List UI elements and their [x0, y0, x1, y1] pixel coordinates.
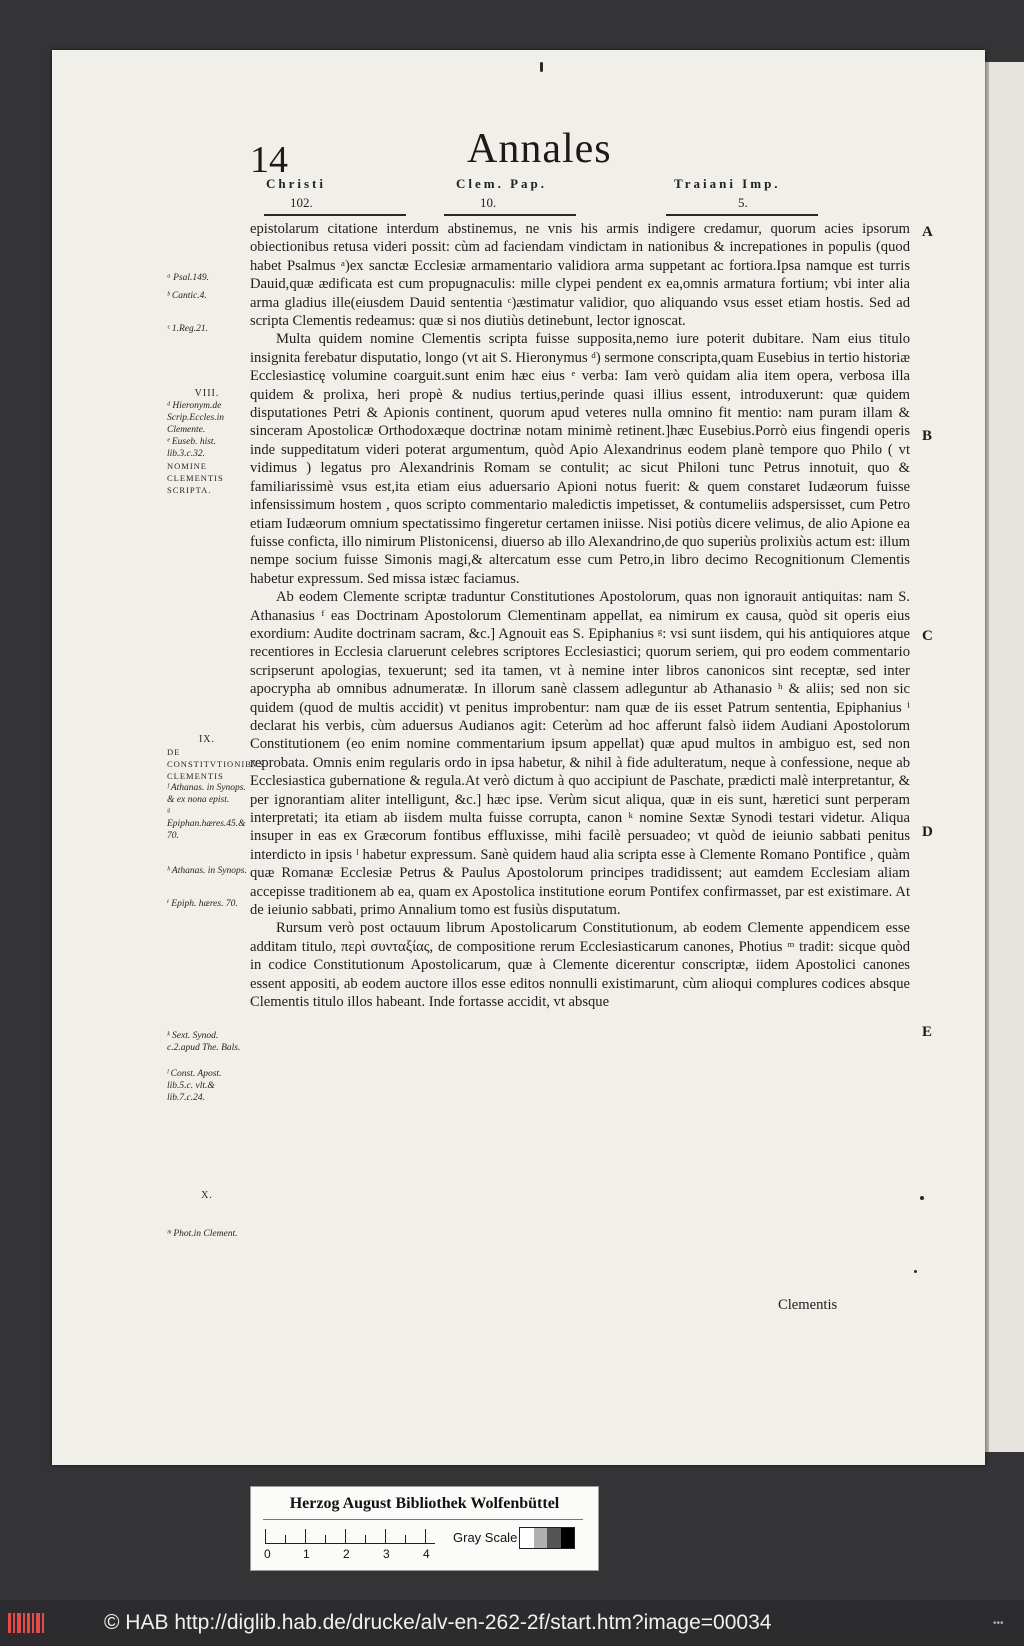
- margin-note: ᵍ Epiphan.hæres.45.& 70.: [167, 807, 246, 841]
- gray-patch: [520, 1528, 534, 1548]
- column-head-traiani: Traiani Imp.: [674, 176, 781, 191]
- status-bar: [0, 1600, 1024, 1646]
- margin-section-x: [167, 1190, 247, 1202]
- ruler-label: 4: [423, 1547, 430, 1561]
- ink-mark: [914, 1270, 917, 1273]
- paragraph: Ab eodem Clemente scriptæ traduntur Constitutiones Apostolorum, quas non ignorauit antiquitas: nam S. Athanasius ᶠ eas Doctrinam Apostolorum Clementinam appellat, ea nimirum ex causa, quòd sit operis eius exordium: Audite doctrinam sacram, &c.] Agnouit eas S. Epiphanius ᵍ: vsi sunt iisdem, qui his antiquiores atque recentiores in Ecclesia claruerunt celebres scriptores Ecclesiastici; quorum seriem, qui pro eodem commentario scripserunt apologias, texuerunt; sed ita tamen, vt à nemine inter libros canonicos sint receptæ, sed inter apocrypha ab omnibus adnumeratæ. In illorum sanè classem adleguntur ab Athanasio ʰ & aliis; sed non sic quidem (quod de multis accidit) vt penitus improbentur: nam quæ de iis esset Patrum sententia, Epiphanius ⁱ declarat his verbis, cùm aduersus Audianos agit: Ceterùm ad hoc afferunt falsò iidem Audiani Apostolorum Constitutionem (eo enim nomine commentarium ipsum appellat) quæ apud multos in ambiguo est, sed non reprobata. Omnis enim regularis ordo in ipsa habetur, & nihil à fide adulteratum, neque à confessione, neque ab Ecclesiastica gubernatione & regula.At verò dictum à quo accipiunt de Paschate, prædicti malè interpretantur, & per ignorantiam aliter intelligunt, &c.] hæc ipse. Verùm sicut aliqua, quæ in eis sunt, hæretici sunt perperam interpretati; ita etiam ab iisdem multa fuisse corrupta, canon ᵏ nomine Sextæ Synodi testari videtur. Aliqua insuper in eas ex Græcorum fontibus effluxisse, mihi facilè persuadeo; vt quòd de ieiunio sabbati penitus interdicto in ipsis ˡ habetur expressum. Sanè quidem haud alia scripta esse à Clemente Romano Pontifice , quàm quæ Romanæ Ecclesiæ Petrus & Paulus Apostolorum principes tradidissent; aut eamdem Ecclesiam aliam accepisse traditionem ab ea, quam ex Apostolica institutione eorum Pontifex confirmasset, par est existimare. At de ieiunio sabbati, primo Annalium tomo est fusiùs disputatum.: [250, 589, 910, 919]
- margin-section-viii: [167, 388, 247, 496]
- margin-note: ᵏ Sext. Synod. c.2.apud The. Bals.: [167, 1031, 241, 1053]
- ruler-label: 1: [303, 1547, 310, 1561]
- header-rule: [444, 214, 576, 216]
- card-divider: [263, 1519, 583, 1520]
- section-number: IX.: [198, 734, 216, 745]
- column-number-clem: 10.: [480, 195, 497, 210]
- section-letter-c: C: [922, 628, 933, 644]
- margin-section-ix: [167, 734, 265, 842]
- ink-mark: [920, 1196, 924, 1200]
- gray-scale-label: Gray Scale: [453, 1530, 518, 1545]
- ruler-label: 3: [383, 1547, 390, 1561]
- library-name: Herzog August Bibliothek Wolfenbüttel: [289, 1495, 560, 1512]
- running-title: Annales: [467, 126, 612, 172]
- copyright-url: © HAB http://diglib.hab.de/drucke/alv-en-262-2f/start.htm?image=00034: [104, 1611, 772, 1634]
- ink-mark: [540, 62, 543, 72]
- section-letter-b: B: [922, 428, 933, 444]
- paragraph: epistolarum citatione interdum abstinemus, ne vnis his armis indigere credamur, quorum acies ipsorum obiectionibus retusa videri possit: cùm ad faciendam vindictam in nationibus & increpationes in populis (quod habet Psalmus ᵃ)ex sanctæ Ecclesiæ armamentario validiora arma suppetant ac fortiora.Ipsa namque est turris Dauid,quæ ædificata est cum propugnaculis: mille clypei pendent ex ea,omnis armatura fortium; vbi inter alia arma gladius ille(eiusdem Dauid sententia ᶜ)æstimatur validior, quo aliquando vsus esset etiam hostis. Sed ad scripta Clementis redeamus: quæ si nos diutiùs detinebunt, lector ignoscat.: [250, 221, 910, 330]
- margin-note: ᵃ Psal.149.: [167, 273, 210, 283]
- header-rule: [666, 214, 818, 216]
- gray-patch: [534, 1528, 548, 1548]
- margin-note: ᵉ Euseb. hist. lib.3.c.32.: [167, 437, 216, 459]
- margin-note: ᶠ Athanas. in Synops. & ex nona epist.: [167, 783, 246, 805]
- column-head-christi: Christi: [266, 176, 326, 191]
- library-color-card: [250, 1486, 599, 1571]
- gray-patch: [561, 1528, 575, 1548]
- column-number-traiani: 5.: [738, 195, 748, 210]
- margin-note: ᵈ Hieronym.de Scrip.Eccles.in Clemente.: [167, 401, 224, 435]
- ruler-label: 2: [343, 1547, 350, 1561]
- gray-scale-swatch: [519, 1527, 575, 1549]
- measurement-ruler: [265, 1529, 435, 1544]
- gray-patch: [547, 1528, 561, 1548]
- margin-note: ᵐ Phot.in Clement.: [167, 1229, 238, 1239]
- barcode-icon: [8, 1610, 44, 1636]
- main-text-block: [250, 220, 910, 1011]
- margin-note: ˡ Const. Apost. lib.5.c. vlt.& lib.7.c.24.: [167, 1069, 222, 1103]
- section-number: VIII.: [194, 388, 220, 399]
- section-letter-a: A: [922, 224, 933, 240]
- margin-note: ᵇ Cantic.4.: [167, 291, 207, 301]
- paragraph: Rursum verò post octauum librum Apostolicarum Constitutionum, ab eodem Clemente appendicem esse additam titulo, περὶ συνταξίας, de compositione rerum Ecclesiasticarum canones, Photius ᵐ tradit: sicque quòd in codice Constitutionum Apostolicarum, quæ à Clemente dicerentur conscriptæ, iidem Apostolici canones essent appositi, ab eodem auctore illos esse editos nonnulli existimarunt, cùm alioqui complures codices absque Clementis titulo illos habeant. Inde fortasse accidit, vt absque: [250, 920, 910, 1011]
- margin-note: ᶜ 1.Reg.21.: [167, 324, 209, 334]
- catchword: Clementis: [778, 1297, 838, 1313]
- more-icon[interactable]: •••: [993, 1618, 1004, 1629]
- column-head-clem: Clem. Pap.: [456, 176, 548, 191]
- section-number: X.: [201, 1190, 213, 1201]
- margin-caption: DE CONSTITVTIONIBVS CLEMENTIS: [167, 747, 265, 781]
- next-page-edge: [985, 62, 1024, 1452]
- section-letter-d: D: [922, 824, 933, 840]
- book-page: [52, 50, 985, 1465]
- margin-note: ʰ Athanas. in Synops.: [167, 866, 247, 876]
- margin-note: ⁱ Epiph. hæres. 70.: [167, 899, 238, 909]
- page-number: 14: [250, 139, 288, 181]
- paragraph: Multa quidem nomine Clementis scripta fuisse supposita,nemo iure poterit dubitare. Nam eius titulo insignita ferebatur disputatio, longo (vt ait S. Hieronymus ᵈ) sermone conscripta,quam Eusebius in tertio historiæ Ecclesiasticę volumine coarguit.sunt enim hæc eius ᵉ verba: Iam verò quidam alia item opera, verbosa illa quidem & prolixa, heri propè & nudius tertius,perinde quasi illius essent, introduxerunt: quæ quidem disputationes Petri & Apionis continent, quorum apud veteres nulla omnino fit mentio: nam puram illam & sinceram Apostolicæ Orthodoxæque doctrinæ notam minimè retinent.]hæc Eusebius.Porrò eius fingendi operis inde suppeditatum videri poterat argumentum, quòd Apio Alexandrinus eodem planè tempore quo Philo ( vt vidimus ) legatus pro Alexandrinis Romam se contulit; ac sicut Philoni tunc Petrus innotuit, quo & familiarissimè vsus est,ita etiam eius aduersario Apioni notus fuerit: & quem constaret Iudæorum fuisse infensissimum hostem , quos scripto commentario maledictis impetisset, & contumeliis adspersisset, cum Petro etiam Iudæorum omnium spectatissimo fingeretur certamen iniisse. Nisi potiùs dicere velimus, de alio Apione ea fuisse conficta, illo nimirum Plistonicensi, diuerso ab illo Alexandrino,de quo superiùs prolixiùs actum est: illum nempe socium fuisse Simonis magi,& altercatum esse cum Petro,in libro decimo Recognitionum Clementis habetur expressum. Sed missa istæc faciamus.: [250, 331, 910, 587]
- margin-caption: NOMINE CLEMENTIS SCRIPTA.: [167, 461, 224, 495]
- section-letter-e: E: [922, 1024, 933, 1040]
- header-rule: [264, 214, 406, 216]
- ruler-label: 0: [264, 1547, 271, 1561]
- column-number-christi: 102.: [290, 195, 313, 210]
